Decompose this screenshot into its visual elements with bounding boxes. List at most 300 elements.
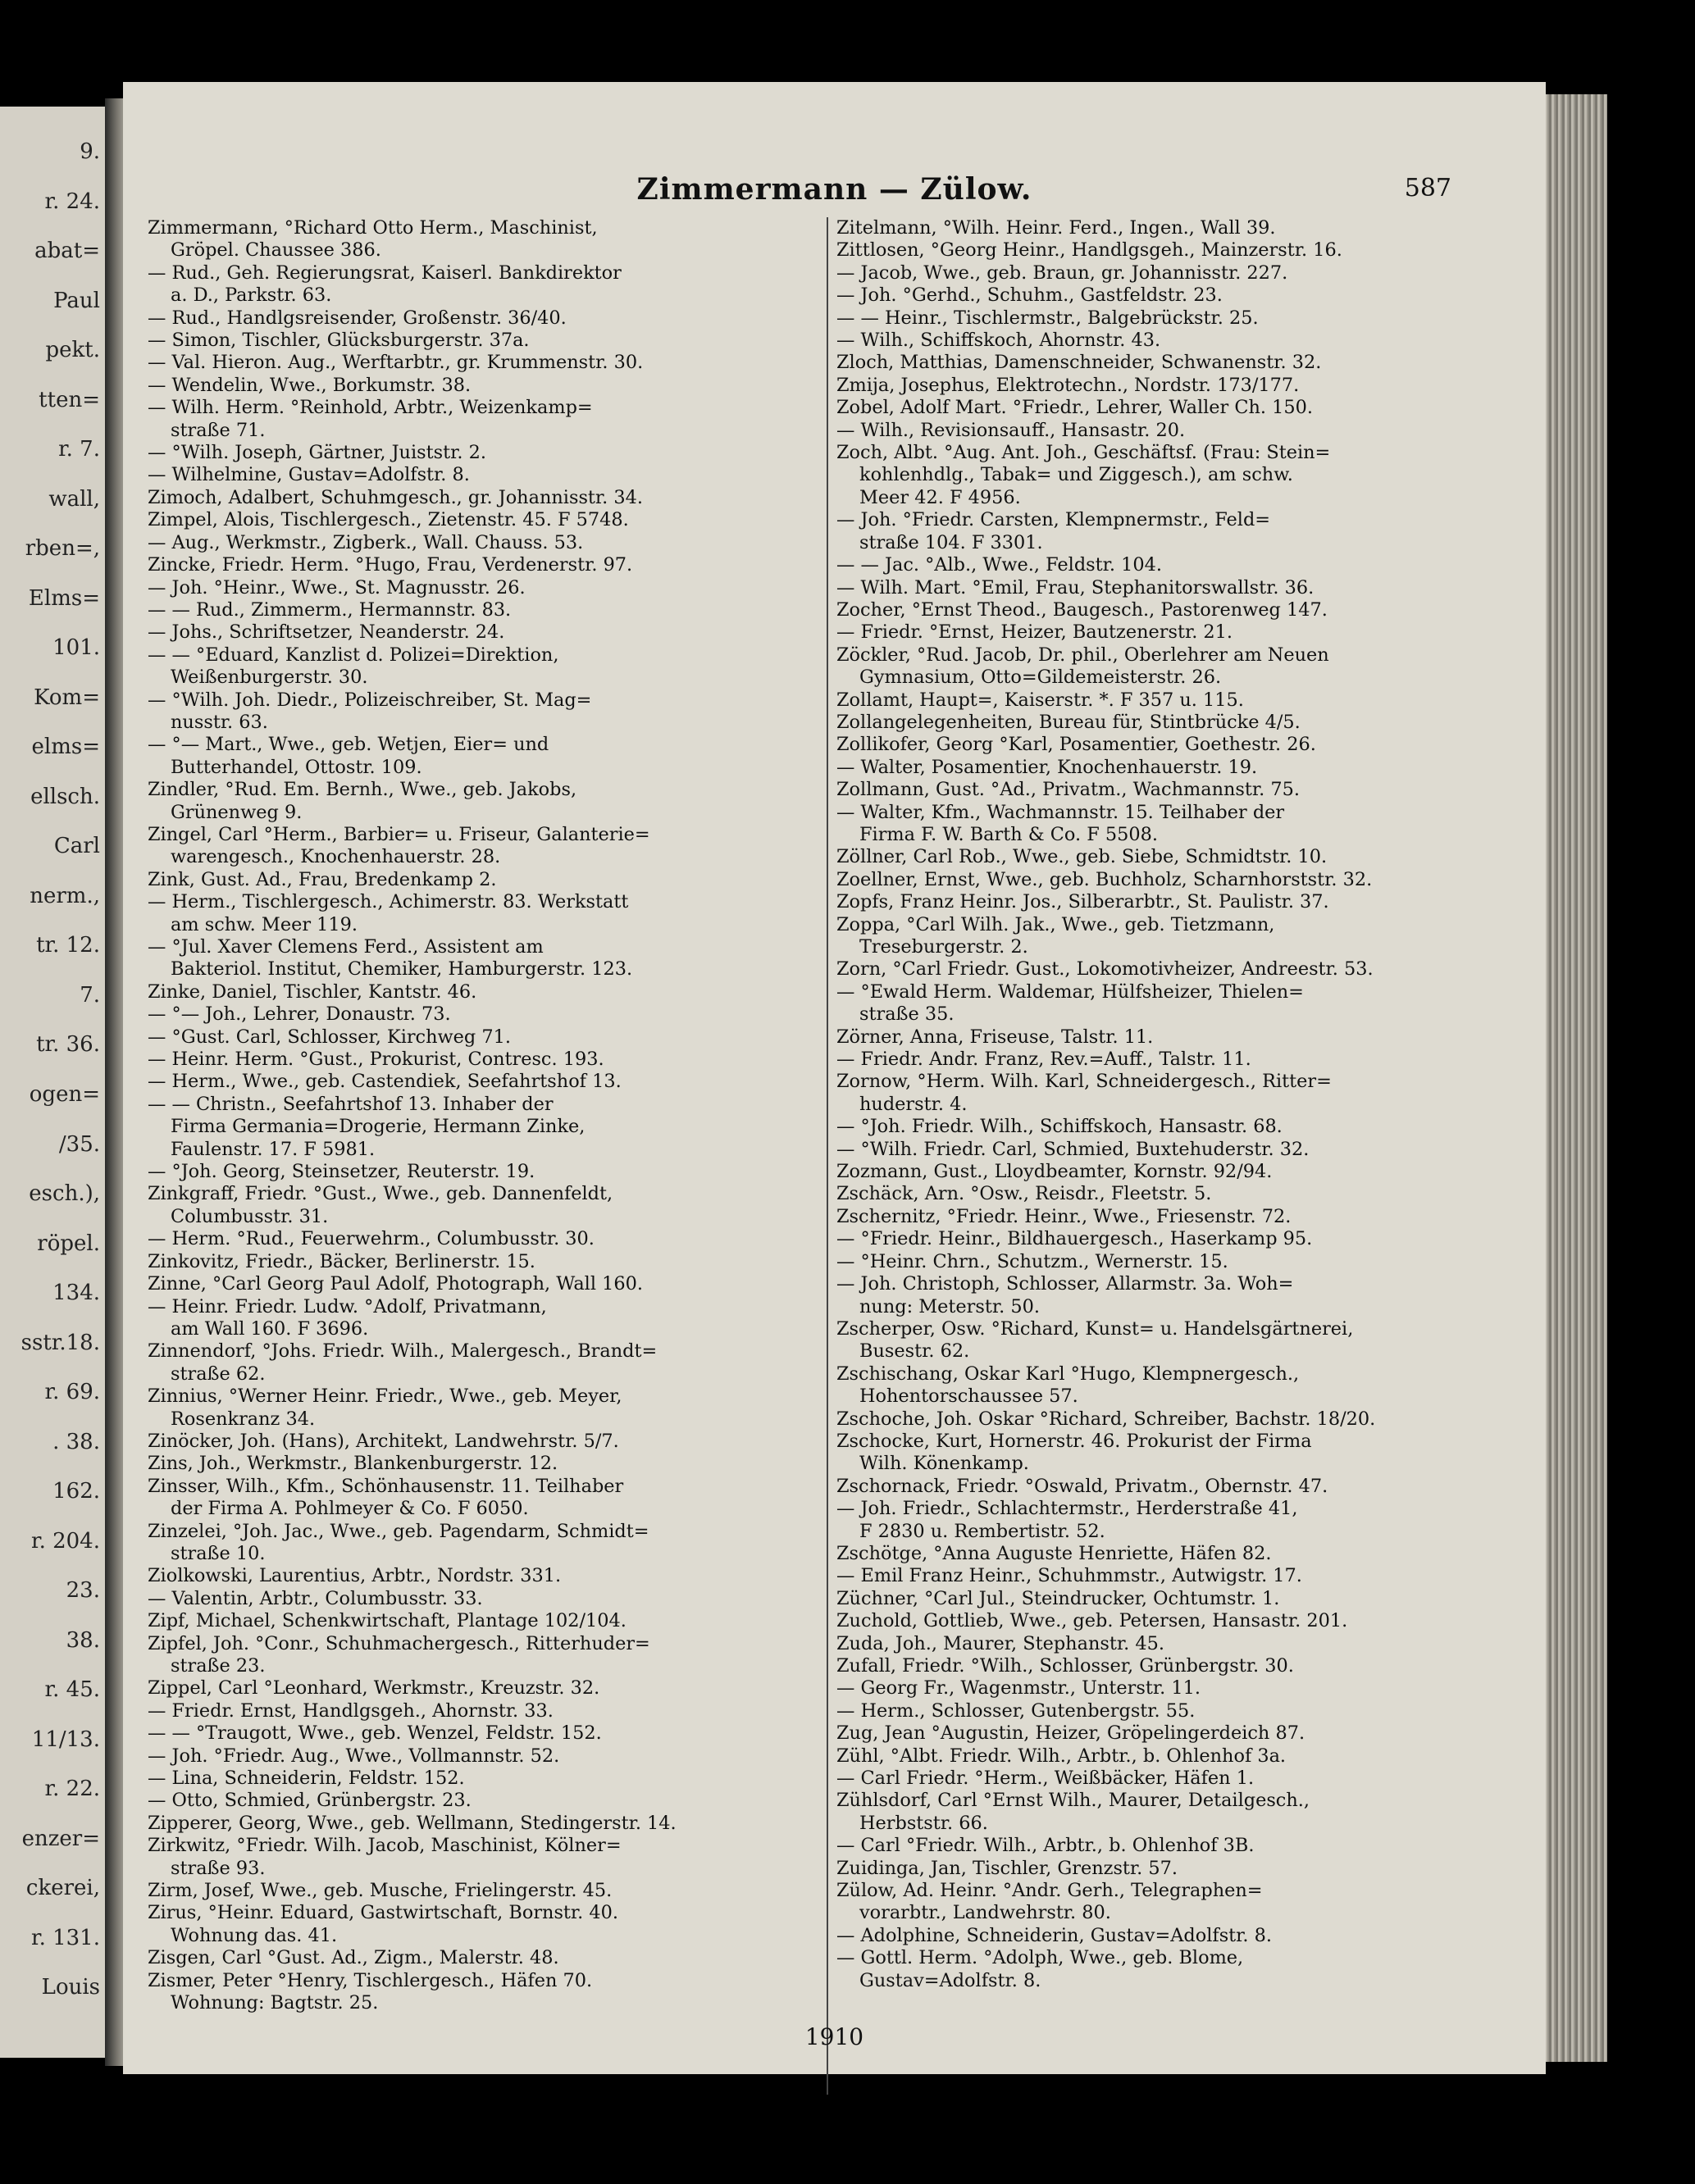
directory-entry bbox=[148, 869, 822, 891]
directory-entry bbox=[836, 1790, 1510, 1835]
entry-first-line: Ziolkowski, Laurentius, Arbtr., Nordstr. 331. bbox=[148, 1565, 562, 1587]
previous-page-fragment: Kom= bbox=[34, 685, 100, 710]
entry-first-line: — Wendelin, Wwe., Borkumstr. 38. bbox=[148, 374, 472, 396]
entry-continuation-line: kohlenhdlg., Tabak= und Ziggesch.), am schw. bbox=[859, 464, 1293, 486]
entry-first-line: — Joh. °Heinr., Wwe., St. Magnusstr. 26. bbox=[148, 576, 526, 598]
directory-entry bbox=[836, 712, 1510, 734]
entry-first-line: Zöllner, Carl Rob., Wwe., geb. Siebe, Schmidtstr. 10. bbox=[836, 846, 1328, 868]
entry-continuation-line: Gröpel. Chaussee 386. bbox=[171, 239, 381, 262]
directory-entry bbox=[836, 846, 1510, 868]
entry-first-line: Zirm, Josef, Wwe., geb. Musche, Frielingerstr. 45. bbox=[148, 1880, 613, 1902]
directory-entry bbox=[836, 981, 1510, 1026]
previous-page-fragment: abat= bbox=[34, 239, 100, 264]
entry-first-line: Zschernitz, °Friedr. Heinr., Wwe., Friesenstr. 72. bbox=[836, 1205, 1292, 1227]
previous-page-fragment: . 38. bbox=[52, 1429, 100, 1454]
directory-entry bbox=[148, 599, 822, 621]
entry-continuation-line: Rosenkranz 34. bbox=[171, 1408, 316, 1430]
entry-first-line: — Carl °Friedr. Wilh., Arbtr., b. Ohlenhof 3B. bbox=[836, 1835, 1255, 1857]
entry-first-line: Zimmermann, °Richard Otto Herm., Maschinist, bbox=[148, 217, 598, 239]
directory-entry bbox=[148, 621, 822, 644]
entry-continuation-line: Firma F. W. Barth & Co. F 5508. bbox=[859, 823, 1159, 845]
entry-first-line: Zschischang, Oskar Karl °Hugo, Klempnergesch., bbox=[836, 1363, 1300, 1385]
entry-first-line: Zitelmann, °Wilh. Heinr. Ferd., Ingen., Wall 39. bbox=[836, 217, 1276, 239]
directory-entry bbox=[148, 1835, 822, 1880]
directory-entry bbox=[836, 1071, 1510, 1116]
previous-page-fragment: r. 24. bbox=[44, 189, 100, 214]
directory-entry bbox=[836, 1880, 1510, 1925]
directory-entry bbox=[148, 1431, 822, 1453]
entry-first-line: Zinsser, Wilh., Kfm., Schönhausenstr. 11. Teilhaber bbox=[148, 1475, 624, 1497]
entry-first-line: — Wilh., Revisionsauff., Hansastr. 20. bbox=[836, 419, 1186, 441]
previous-page-fragment: 162. bbox=[52, 1479, 100, 1504]
directory-entry bbox=[836, 757, 1510, 779]
entry-continuation-line: Wohnung das. 41. bbox=[171, 1924, 338, 1946]
directory-entry bbox=[836, 1498, 1510, 1543]
directory-entry bbox=[836, 689, 1510, 712]
entry-first-line: Zuidinga, Jan, Tischler, Grenzstr. 57. bbox=[836, 1857, 1178, 1879]
entry-first-line: Zuchold, Gottlieb, Wwe., geb. Petersen, Hansastr. 201. bbox=[836, 1610, 1348, 1632]
entry-continuation-line: straße 10. bbox=[171, 1542, 266, 1564]
directory-entry bbox=[836, 1543, 1510, 1565]
entry-first-line: Zippel, Carl °Leonhard, Werkmstr., Kreuzstr. 32. bbox=[148, 1677, 600, 1699]
directory-entry bbox=[836, 442, 1510, 509]
entry-first-line: Zollmann, Gust. °Ad., Privatm., Wachmannstr. 75. bbox=[836, 779, 1300, 801]
entry-first-line: Zollikofer, Georg °Karl, Posamentier, Goethestr. 26. bbox=[836, 734, 1316, 756]
directory-entry bbox=[836, 330, 1510, 352]
entry-first-line: — Georg Fr., Wagenmstr., Unterstr. 11. bbox=[836, 1677, 1201, 1699]
directory-entry bbox=[148, 1970, 822, 2015]
entry-continuation-line: Gustav=Adolfstr. 8. bbox=[859, 1969, 1041, 1991]
directory-entry bbox=[148, 1521, 822, 1566]
directory-entry bbox=[836, 284, 1510, 307]
entry-first-line: Zisgen, Carl °Gust. Ad., Zigm., Malerstr. 48. bbox=[148, 1947, 559, 1969]
entry-first-line: — °Joh. Georg, Steinsetzer, Reuterstr. 19. bbox=[148, 1161, 535, 1183]
entry-first-line: Zülow, Ad. Heinr. °Andr. Gerh., Telegraphen= bbox=[836, 1880, 1263, 1902]
previous-page-fragment: wall, bbox=[48, 486, 100, 512]
entry-first-line: — °Wilh. Joh. Diedr., Polizeischreiber, St. Mag= bbox=[148, 689, 592, 711]
entry-continuation-line: Columbusstr. 31. bbox=[171, 1205, 329, 1227]
entry-first-line: Zindler, °Rud. Em. Bernh., Wwe., geb. Jakobs, bbox=[148, 779, 577, 801]
entry-first-line: — Val. Hieron. Aug., Werftarbtr., gr. Krummenstr. 30. bbox=[148, 352, 644, 374]
directory-entry bbox=[836, 577, 1510, 599]
directory-entry bbox=[836, 1633, 1510, 1655]
entry-continuation-line: straße 104. F 3301. bbox=[859, 531, 1043, 553]
entry-first-line: — Valentin, Arbtr., Columbusstr. 33. bbox=[148, 1587, 483, 1609]
directory-entry bbox=[836, 509, 1510, 554]
entry-continuation-line: Firma Germania=Drogerie, Hermann Zinke, bbox=[171, 1116, 586, 1138]
entry-continuation-line: Busestr. 62. bbox=[859, 1340, 970, 1363]
previous-page-fragment: 11/13. bbox=[31, 1727, 100, 1752]
entry-first-line: Zühl, °Albt. Friedr. Wilh., Arbtr., b. Ohlenhof 3a. bbox=[836, 1745, 1287, 1767]
previous-page-edge bbox=[0, 107, 105, 2058]
entry-continuation-line: straße 23. bbox=[171, 1655, 266, 1677]
directory-entry bbox=[148, 464, 822, 486]
directory-entry bbox=[836, 1745, 1510, 1768]
entry-first-line: Zloch, Matthias, Damenschneider, Schwanenstr. 32. bbox=[836, 352, 1322, 374]
directory-entry bbox=[836, 802, 1510, 847]
directory-entry bbox=[836, 869, 1510, 891]
entry-first-line: — Friedr. Andr. Franz, Rev.=Auff., Talstr. 11. bbox=[836, 1049, 1251, 1071]
entry-first-line: — Joh. °Friedr. Carsten, Klempnermstr., Feld= bbox=[836, 509, 1271, 531]
entry-continuation-line: Hohentorschaussee 57. bbox=[859, 1385, 1078, 1408]
entry-first-line: Zirus, °Heinr. Eduard, Gastwirtschaft, Bornstr. 40. bbox=[148, 1902, 619, 1924]
directory-entry bbox=[836, 1925, 1510, 1947]
directory-entry bbox=[836, 1768, 1510, 1790]
previous-page-fragment: elms= bbox=[31, 735, 100, 760]
page-number: 587 bbox=[1404, 174, 1451, 202]
entry-first-line: Zöckler, °Rud. Jacob, Dr. phil., Oberlehrer am Neuen bbox=[836, 644, 1329, 666]
entry-first-line: Zorn, °Carl Friedr. Gust., Lokomotivheizer, Andreestr. 53. bbox=[836, 958, 1374, 981]
directory-entry bbox=[836, 1273, 1510, 1318]
entry-first-line: Zinne, °Carl Georg Paul Adolf, Photograph, Wall 160. bbox=[148, 1273, 643, 1295]
entry-first-line: — °Joh. Friedr. Wilh., Schiffskoch, Hansastr. 68. bbox=[836, 1116, 1283, 1138]
previous-page-fragment: ellsch. bbox=[30, 784, 100, 809]
previous-page-fragment: tr. 12. bbox=[36, 933, 100, 958]
directory-entry bbox=[148, 891, 822, 936]
directory-entry bbox=[148, 1722, 822, 1745]
entry-continuation-line: Treseburgerstr. 2. bbox=[859, 936, 1028, 958]
entry-first-line: — Johs., Schriftsetzer, Neanderstr. 24. bbox=[148, 621, 505, 644]
directory-entry bbox=[148, 554, 822, 576]
directory-entry bbox=[148, 1228, 822, 1250]
entry-first-line: Zozmann, Gust., Lloydbeamter, Kornstr. 92/94. bbox=[836, 1161, 1273, 1183]
entry-continuation-line: Weißenburgerstr. 30. bbox=[171, 667, 368, 689]
directory-entry bbox=[836, 1858, 1510, 1880]
directory-entry bbox=[836, 734, 1510, 756]
directory-entry bbox=[148, 397, 822, 442]
entry-first-line: — °Gust. Carl, Schlosser, Kirchweg 71. bbox=[148, 1026, 511, 1048]
entry-first-line: Zinzelei, °Joh. Jac., Wwe., geb. Pagendarm, Schmidt= bbox=[148, 1520, 649, 1542]
entry-first-line: Zinöcker, Joh. (Hans), Architekt, Landwehrstr. 5/7. bbox=[148, 1430, 619, 1452]
directory-entry bbox=[148, 936, 822, 981]
directory-entry bbox=[148, 824, 822, 869]
entry-first-line: — Walter, Kfm., Wachmannstr. 15. Teilhaber der bbox=[836, 801, 1285, 823]
entry-first-line: — Herm., Tischlergesch., Achimerstr. 83. Werkstatt bbox=[148, 891, 629, 913]
directory-entry bbox=[836, 262, 1510, 284]
entry-first-line: — — Rud., Zimmerm., Hermannstr. 83. bbox=[148, 598, 512, 621]
left-column bbox=[148, 217, 822, 2015]
entry-first-line: Zocher, °Ernst Theod., Baugesch., Pastorenweg 147. bbox=[836, 598, 1328, 621]
entry-continuation-line: F 2830 u. Rembertistr. 52. bbox=[859, 1520, 1105, 1542]
directory-entry bbox=[148, 1340, 822, 1385]
directory-entry bbox=[148, 981, 822, 1003]
entry-continuation-line: vorarbtr., Landwehrstr. 80. bbox=[859, 1902, 1111, 1924]
entry-first-line: — Herm. °Rud., Feuerwehrm., Columbusstr. 30. bbox=[148, 1228, 595, 1250]
entry-first-line: Zschornack, Friedr. °Oswald, Privatm., Obernstr. 47. bbox=[836, 1475, 1328, 1497]
directory-entry bbox=[836, 1161, 1510, 1183]
entry-first-line: — °Jul. Xaver Clemens Ferd., Assistent am bbox=[148, 936, 544, 958]
entry-continuation-line: Wilh. Könenkamp. bbox=[859, 1453, 1029, 1475]
entry-first-line: — — Heinr., Tischlermstr., Balgebrückstr. 25. bbox=[836, 307, 1259, 329]
directory-entry bbox=[148, 1094, 822, 1161]
entry-first-line: — Adolphine, Schneiderin, Gustav=Adolfstr. 8. bbox=[836, 1924, 1273, 1946]
directory-entry bbox=[148, 375, 822, 397]
entry-first-line: Zinnius, °Werner Heinr. Friedr., Wwe., geb. Meyer, bbox=[148, 1385, 622, 1408]
entry-first-line: Zmija, Josephus, Elektrotechn., Nordstr. 173/177. bbox=[836, 374, 1300, 396]
entry-first-line: — Jacob, Wwe., geb. Braun, gr. Johannisstr. 227. bbox=[836, 262, 1288, 284]
entry-first-line: Zimoch, Adalbert, Schuhmgesch., gr. Johannisstr. 34. bbox=[148, 486, 644, 508]
entry-continuation-line: Herbststr. 66. bbox=[859, 1812, 988, 1834]
directory-entry bbox=[836, 352, 1510, 374]
directory-entry bbox=[148, 509, 822, 531]
entry-first-line: — Wilh., Schiffskoch, Ahornstr. 43. bbox=[836, 330, 1161, 352]
entry-first-line: — Joh. Christoph, Schlosser, Allarmstr. 3a. Woh= bbox=[836, 1273, 1294, 1295]
previous-page-fragment: Paul bbox=[53, 288, 100, 313]
directory-entry bbox=[148, 779, 822, 824]
directory-entry bbox=[836, 239, 1510, 262]
entry-first-line: — Rud., Geh. Regierungsrat, Kaiserl. Bankdirektor bbox=[148, 262, 622, 284]
directory-entry bbox=[836, 914, 1510, 959]
directory-entry bbox=[148, 734, 822, 779]
directory-entry bbox=[836, 1318, 1510, 1363]
entry-first-line: Zismer, Peter °Henry, Tischlergesch., Häfen 70. bbox=[148, 1969, 593, 1991]
previous-page-fragment: r. 131. bbox=[31, 1925, 100, 1950]
previous-page-fragment: r. 204. bbox=[31, 1528, 100, 1554]
entry-continuation-line: nusstr. 63. bbox=[171, 711, 268, 733]
entry-first-line: Zschocke, Kurt, Hornerstr. 46. Prokurist der Firma bbox=[836, 1430, 1312, 1452]
entry-first-line: — Friedr. °Ernst, Heizer, Bautzenerstr. 21. bbox=[836, 621, 1233, 644]
directory-entry bbox=[836, 1476, 1510, 1498]
entry-first-line: — °Heinr. Chrn., Schutzm., Wernerstr. 15. bbox=[836, 1250, 1228, 1272]
entry-first-line: Zschäck, Arn. °Osw., Reisdr., Fleetstr. 5. bbox=[836, 1183, 1212, 1205]
directory-entry bbox=[836, 1722, 1510, 1745]
previous-page-fragment: r. 22. bbox=[44, 1777, 100, 1802]
entry-first-line: — Lina, Schneiderin, Feldstr. 152. bbox=[148, 1768, 465, 1790]
directory-entry bbox=[148, 1947, 822, 1969]
entry-continuation-line: Gymnasium, Otto=Gildemeisterstr. 26. bbox=[859, 667, 1222, 689]
entry-first-line: Zins, Joh., Werkmstr., Blankenburgerstr. 12. bbox=[148, 1453, 558, 1475]
previous-page-fragment: ogen= bbox=[29, 1082, 100, 1107]
entry-first-line: — Wilh. Mart. °Emil, Frau, Stephanitorswallstr. 36. bbox=[836, 576, 1315, 598]
directory-entry bbox=[836, 1565, 1510, 1587]
directory-entry bbox=[836, 1049, 1510, 1071]
entry-first-line: — Aug., Werkmstr., Zigberk., Wall. Chauss. 53. bbox=[148, 531, 584, 553]
previous-page-fragment: tten= bbox=[39, 387, 100, 412]
entry-first-line: — °Ewald Herm. Waldemar, Hülfsheizer, Thielen= bbox=[836, 981, 1304, 1003]
previous-page-fragment: ckerei, bbox=[25, 1876, 100, 1901]
directory-entry bbox=[836, 1700, 1510, 1722]
previous-page-fragment: Elms= bbox=[28, 585, 100, 611]
entry-first-line: Zollamt, Haupt=, Kaiserstr. *. F 357 u. 115. bbox=[836, 689, 1244, 711]
directory-entry bbox=[836, 307, 1510, 330]
entry-first-line: — °Friedr. Heinr., Bildhauergesch., Haserkamp 95. bbox=[836, 1228, 1313, 1250]
entry-first-line: Züchner, °Carl Jul., Steindrucker, Ochtumstr. 1. bbox=[836, 1587, 1280, 1609]
entry-first-line: Zinnendorf, °Johs. Friedr. Wilh., Malergesch., Brandt= bbox=[148, 1340, 658, 1363]
directory-entry bbox=[148, 1296, 822, 1341]
directory-entry bbox=[148, 217, 822, 262]
directory-entry bbox=[148, 1610, 822, 1632]
entry-continuation-line: warengesch., Knochenhauerstr. 28. bbox=[171, 846, 501, 868]
directory-entry bbox=[148, 1251, 822, 1273]
directory-entry bbox=[148, 352, 822, 374]
footer-number: 1910 bbox=[804, 2023, 864, 2050]
directory-entry bbox=[836, 375, 1510, 397]
entry-continuation-line: der Firma A. Pohlmeyer & Co. F 6050. bbox=[171, 1498, 529, 1520]
page-header-title: Zimmermann — Zülow. bbox=[636, 172, 1032, 207]
entry-first-line: — Herm., Wwe., geb. Castendiek, Seefahrtshof 13. bbox=[148, 1071, 622, 1093]
entry-first-line: — Rud., Handlgsreisender, Großenstr. 36/40. bbox=[148, 307, 567, 329]
entry-first-line: Zincke, Friedr. Herm. °Hugo, Frau, Verdenerstr. 97. bbox=[148, 554, 633, 576]
directory-entry bbox=[148, 1183, 822, 1228]
entry-first-line: — Friedr. Ernst, Handlgsgeh., Ahornstr. 33. bbox=[148, 1699, 554, 1722]
previous-page-fragment: r. 7. bbox=[58, 437, 100, 462]
directory-entry bbox=[148, 577, 822, 599]
previous-page-fragment: 23. bbox=[66, 1578, 100, 1604]
entry-first-line: Zinkovitz, Friedr., Bäcker, Berlinerstr. 15. bbox=[148, 1250, 535, 1272]
directory-entry bbox=[836, 217, 1510, 239]
directory-entry bbox=[836, 1431, 1510, 1476]
entry-first-line: Zink, Gust. Ad., Frau, Bredenkamp 2. bbox=[148, 868, 497, 890]
directory-entry bbox=[836, 1588, 1510, 1610]
entry-first-line: — — °Traugott, Wwe., geb. Wenzel, Feldstr. 152. bbox=[148, 1722, 602, 1745]
directory-entry bbox=[836, 1363, 1510, 1408]
directory-entry bbox=[836, 1408, 1510, 1431]
directory-entry bbox=[148, 307, 822, 330]
previous-page-fragment: r. 45. bbox=[44, 1677, 100, 1703]
entry-first-line: — Wilh. Herm. °Reinhold, Arbtr., Weizenkamp= bbox=[148, 397, 593, 419]
directory-entry bbox=[148, 1813, 822, 1835]
entry-first-line: Zornow, °Herm. Wilh. Karl, Schneidergesch., Ritter= bbox=[836, 1071, 1332, 1093]
directory-entry bbox=[148, 330, 822, 352]
directory-entry bbox=[836, 1206, 1510, 1228]
entry-first-line: — °— Joh., Lehrer, Donaustr. 73. bbox=[148, 1003, 451, 1026]
entry-first-line: — Joh. °Friedr. Aug., Wwe., Vollmannstr. 52. bbox=[148, 1745, 560, 1767]
entry-continuation-line: Faulenstr. 17. F 5981. bbox=[171, 1138, 376, 1160]
directory-entry bbox=[836, 1947, 1510, 1992]
directory-entry bbox=[148, 1385, 822, 1431]
directory-entry bbox=[148, 1049, 822, 1071]
entry-first-line: — Simon, Tischler, Glücksburgerstr. 37a. bbox=[148, 330, 530, 352]
directory-entry bbox=[148, 532, 822, 554]
entry-continuation-line: Bakteriol. Institut, Chemiker, Hamburgerstr. 123. bbox=[171, 958, 633, 981]
entry-first-line: Zopfs, Franz Heinr. Jos., Silberarbtr., St. Paulistr. 37. bbox=[836, 891, 1329, 913]
entry-first-line: — Heinr. Herm. °Gust., Prokurist, Contresc. 193. bbox=[148, 1049, 604, 1071]
directory-entry bbox=[836, 779, 1510, 801]
directory-entry bbox=[836, 644, 1510, 689]
previous-page-fragment: Carl bbox=[53, 834, 100, 859]
directory-entry bbox=[148, 1768, 822, 1790]
directory-entry bbox=[148, 689, 822, 735]
entry-continuation-line: straße 71. bbox=[171, 419, 266, 441]
directory-entry bbox=[836, 1835, 1510, 1857]
previous-page-fragment: Louis bbox=[41, 1975, 100, 2000]
previous-page-fragment: /35. bbox=[58, 1131, 100, 1157]
entry-first-line: — Carl Friedr. °Herm., Weißbäcker, Häfen 1. bbox=[836, 1768, 1255, 1790]
directory-entry bbox=[148, 442, 822, 464]
entry-first-line: Zipf, Michael, Schenkwirtschaft, Plantage 102/104. bbox=[148, 1610, 627, 1632]
directory-entry bbox=[148, 1880, 822, 1902]
entry-first-line: Zscherper, Osw. °Richard, Kunst= u. Handelsgärtnerei, bbox=[836, 1317, 1354, 1340]
entry-first-line: Zipperer, Georg, Wwe., geb. Wellmann, Stedingerstr. 14. bbox=[148, 1812, 677, 1834]
directory-entry bbox=[836, 1139, 1510, 1161]
entry-continuation-line: straße 62. bbox=[171, 1363, 266, 1385]
previous-page-fragment: 7. bbox=[80, 982, 100, 1008]
directory-entry bbox=[148, 1565, 822, 1587]
directory-entry bbox=[148, 1071, 822, 1093]
column-divider bbox=[827, 217, 828, 2095]
entry-first-line: Zollangelegenheiten, Bureau für, Stintbrücke 4/5. bbox=[836, 711, 1301, 733]
directory-entry bbox=[836, 1251, 1510, 1273]
entry-continuation-line: am Wall 160. F 3696. bbox=[171, 1317, 369, 1340]
entry-first-line: Zimpel, Alois, Tischlergesch., Zietenstr. 45. F 5748. bbox=[148, 509, 629, 531]
entry-first-line: — Joh. Friedr., Schlachtermstr., Herderstraße 41, bbox=[836, 1498, 1298, 1520]
directory-entry bbox=[148, 1588, 822, 1610]
directory-entry bbox=[836, 621, 1510, 644]
previous-page-fragment: tr. 36. bbox=[36, 1032, 100, 1058]
entry-first-line: — — °Eduard, Kanzlist d. Polizei=Direktion, bbox=[148, 644, 559, 666]
entry-first-line: — Herm., Schlosser, Gutenbergstr. 55. bbox=[836, 1699, 1196, 1722]
entry-continuation-line: Grünenweg 9. bbox=[171, 801, 303, 823]
entry-continuation-line: a. D., Parkstr. 63. bbox=[171, 284, 332, 307]
directory-entry bbox=[148, 1476, 822, 1521]
directory-entry bbox=[148, 1003, 822, 1026]
entry-continuation-line: nung: Meterstr. 50. bbox=[859, 1295, 1040, 1317]
entry-first-line: — Walter, Posamentier, Knochenhauerstr. 19. bbox=[836, 756, 1258, 778]
entry-continuation-line: am schw. Meer 119. bbox=[171, 913, 358, 935]
entry-first-line: — °Wilh. Friedr. Carl, Schmied, Buxtehuderstr. 32. bbox=[836, 1138, 1310, 1160]
directory-entry bbox=[148, 1161, 822, 1183]
directory-entry bbox=[148, 1273, 822, 1295]
entry-first-line: — — Jac. °Alb., Wwe., Feldstr. 104. bbox=[836, 554, 1162, 576]
directory-entry bbox=[836, 554, 1510, 576]
directory-entry bbox=[836, 1183, 1510, 1205]
entry-first-line: — Gottl. Herm. °Adolph, Wwe., geb. Blome, bbox=[836, 1947, 1244, 1969]
entry-first-line: Zschoche, Joh. Oskar °Richard, Schreiber, Bachstr. 18/20. bbox=[836, 1408, 1376, 1430]
directory-entry bbox=[836, 1610, 1510, 1632]
entry-first-line: Zobel, Adolf Mart. °Friedr., Lehrer, Waller Ch. 150. bbox=[836, 397, 1313, 419]
directory-entry bbox=[148, 1453, 822, 1475]
directory-entry bbox=[148, 1633, 822, 1678]
directory-entry bbox=[836, 1116, 1510, 1138]
entry-first-line: Zörner, Anna, Friseuse, Talstr. 11. bbox=[836, 1026, 1154, 1048]
previous-page-fragment: 38. bbox=[66, 1627, 100, 1653]
directory-entry bbox=[148, 1745, 822, 1768]
entry-first-line: Zuda, Joh., Maurer, Stephanstr. 45. bbox=[836, 1632, 1164, 1654]
entry-first-line: — Joh. °Gerhd., Schuhm., Gastfeldstr. 23. bbox=[836, 284, 1223, 307]
previous-page-fragment: r. 69. bbox=[44, 1380, 100, 1405]
directory-entry bbox=[836, 958, 1510, 981]
entry-first-line: Zipfel, Joh. °Conr., Schuhmachergesch., Ritterhuder= bbox=[148, 1632, 650, 1654]
directory-page bbox=[123, 82, 1546, 2074]
previous-page-fragment: sstr.18. bbox=[21, 1330, 100, 1355]
previous-page-fragment: pekt. bbox=[45, 338, 100, 363]
entry-continuation-line: huderstr. 4. bbox=[859, 1093, 968, 1115]
entry-first-line: — Emil Franz Heinr., Schuhmmstr., Autwigstr. 17. bbox=[836, 1565, 1302, 1587]
entry-first-line: Zug, Jean °Augustin, Heizer, Gröpelingerdeich 87. bbox=[836, 1722, 1305, 1745]
entry-continuation-line: Wohnung: Bagtstr. 25. bbox=[171, 1992, 379, 2014]
directory-entry bbox=[836, 420, 1510, 442]
directory-entry bbox=[148, 1026, 822, 1049]
entry-first-line: — — Christn., Seefahrtshof 13. Inhaber der bbox=[148, 1093, 554, 1115]
previous-page-fragment: enzer= bbox=[21, 1826, 100, 1851]
directory-entry bbox=[148, 1790, 822, 1812]
directory-entry bbox=[148, 1677, 822, 1699]
entry-first-line: — Otto, Schmied, Grünbergstr. 23. bbox=[148, 1790, 472, 1812]
previous-page-fragment: röpel. bbox=[37, 1231, 100, 1256]
entry-first-line: — °Wilh. Joseph, Gärtner, Juiststr. 2. bbox=[148, 442, 486, 464]
right-column bbox=[836, 217, 1510, 1992]
entry-first-line: Zufall, Friedr. °Wilh., Schlosser, Grünbergstr. 30. bbox=[836, 1655, 1294, 1677]
entry-first-line: Zschötge, °Anna Auguste Henriette, Häfen 82. bbox=[836, 1542, 1272, 1564]
entry-first-line: — Wilhelmine, Gustav=Adolfstr. 8. bbox=[148, 464, 470, 486]
directory-entry bbox=[148, 644, 822, 689]
entry-continuation-line: straße 93. bbox=[171, 1857, 266, 1879]
directory-entry bbox=[836, 1655, 1510, 1677]
previous-page-fragment: nerm., bbox=[30, 883, 100, 908]
previous-page-fragment: 134. bbox=[52, 1281, 100, 1306]
entry-first-line: Zinke, Daniel, Tischler, Kantstr. 46. bbox=[148, 981, 477, 1003]
previous-page-fragment: esch.), bbox=[29, 1181, 100, 1207]
